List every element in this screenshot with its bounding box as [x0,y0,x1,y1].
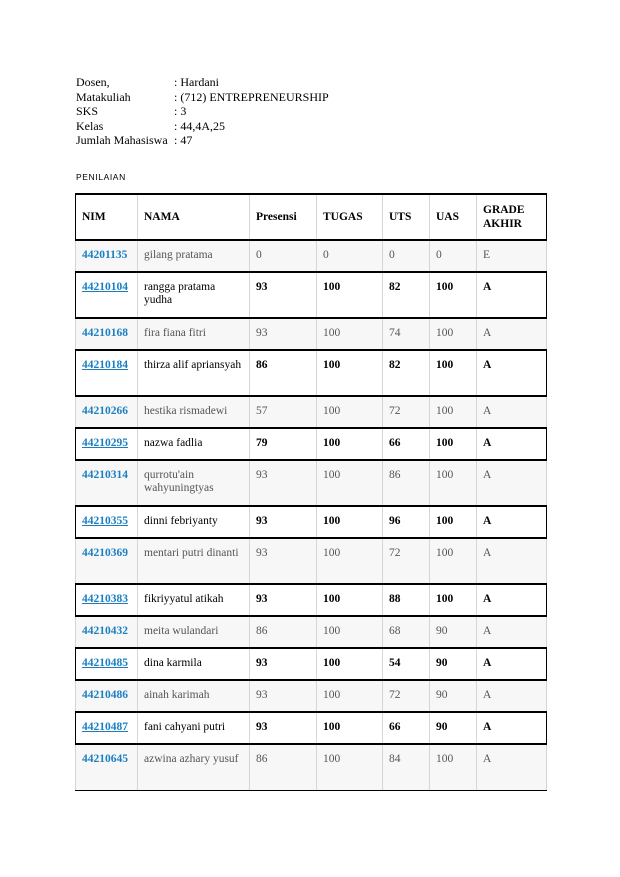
cell-tugas: 100 [317,616,383,648]
header-nama: NAMA [138,194,250,240]
cell-grade: A [477,744,547,790]
nim-link[interactable]: 44210487 [82,721,128,733]
cell-presensi: 93 [250,648,317,680]
cell-nama: rangga pratama yudha [138,272,250,318]
cell-tugas: 100 [317,428,383,460]
cell-uas: 90 [430,616,477,648]
cell-uas: 100 [430,318,477,350]
cell-nama: qurrotu'ain wahyuningtyas [138,460,250,506]
info-label: Dosen, [76,75,110,89]
cell-nama: mentari putri dinanti [138,538,250,584]
table-row [76,428,547,460]
nim-link[interactable]: 44210266 [82,405,128,417]
nim-link[interactable]: 44210383 [82,593,128,605]
cell-uts: 82 [383,272,430,318]
cell-nim [76,538,138,584]
table-row [76,616,547,648]
cell-uts: 54 [383,648,430,680]
cell-grade: A [477,506,547,538]
cell-uas: 100 [430,506,477,538]
cell-uts: 66 [383,428,430,460]
cell-tugas: 100 [317,538,383,584]
cell-nama: hestika rismadewi [138,396,250,428]
nim-link[interactable]: 44210369 [82,547,128,559]
cell-nama: fira fiana fitri [138,318,250,350]
cell-grade: A [477,396,547,428]
cell-nama: gilang pratama [138,240,250,272]
nim-link[interactable]: 44210486 [82,689,128,701]
cell-uas: 100 [430,744,477,790]
cell-uts: 0 [383,240,430,272]
cell-presensi: 57 [250,396,317,428]
nim-link[interactable]: 44201135 [82,249,128,261]
info-label: Jumlah Mahasiswa [76,133,168,147]
cell-grade: A [477,428,547,460]
cell-presensi: 93 [250,584,317,616]
table-row [76,460,547,506]
cell-nim [76,680,138,712]
cell-grade: A [477,712,547,744]
course-info [76,75,329,148]
cell-uas: 90 [430,712,477,744]
cell-tugas: 100 [317,460,383,506]
cell-presensi: 0 [250,240,317,272]
cell-nama: fani cahyani putri [138,712,250,744]
nim-link[interactable]: 44210645 [82,753,128,765]
cell-nama: meita wulandari [138,616,250,648]
cell-nama: thirza alif apriansyah [138,350,250,396]
cell-tugas: 100 [317,350,383,396]
cell-uts: 72 [383,538,430,584]
cell-uts: 66 [383,712,430,744]
table-row [76,318,547,350]
nim-link[interactable]: 44210168 [82,327,128,339]
cell-nim [76,712,138,744]
cell-uts: 86 [383,460,430,506]
cell-grade: A [477,538,547,584]
cell-grade: A [477,350,547,396]
table-row [76,506,547,538]
cell-nim [76,744,138,790]
cell-uas: 90 [430,680,477,712]
nim-link[interactable]: 44210485 [82,657,128,669]
cell-nim [76,460,138,506]
nim-link[interactable]: 44210295 [82,437,128,449]
info-value: : 47 [174,133,193,147]
cell-tugas: 100 [317,648,383,680]
cell-uts: 88 [383,584,430,616]
info-row-dosen [76,75,329,90]
cell-presensi: 86 [250,616,317,648]
table-row [76,350,547,396]
section-title: PENILAIAN [76,172,126,182]
table-row [76,272,547,318]
cell-nim [76,350,138,396]
table-row [76,240,547,272]
cell-uas: 100 [430,350,477,396]
header-uas: UAS [430,194,477,240]
cell-presensi: 93 [250,318,317,350]
nim-link[interactable]: 44210314 [82,469,128,481]
cell-grade: A [477,680,547,712]
cell-uas: 100 [430,396,477,428]
cell-tugas: 100 [317,396,383,428]
cell-tugas: 100 [317,712,383,744]
cell-nim [76,428,138,460]
table-header-row [76,194,547,240]
cell-uts: 84 [383,744,430,790]
cell-nim [76,616,138,648]
cell-grade: A [477,616,547,648]
cell-nim [76,648,138,680]
nim-link[interactable]: 44210104 [82,281,128,293]
cell-nama: nazwa fadlia [138,428,250,460]
info-row-jumlah-mahasiswa [76,133,329,148]
cell-presensi: 86 [250,350,317,396]
info-label: Matakuliah [76,89,131,104]
info-row-matakuliah [76,90,329,105]
cell-nama: ainah karimah [138,680,250,712]
info-value: : (712) ENTREPRENEURSHIP [174,89,329,104]
cell-uas: 100 [430,428,477,460]
cell-uts: 68 [383,616,430,648]
table-row [76,712,547,744]
cell-nama: azwina azhary yusuf [138,744,250,790]
cell-nim [76,272,138,318]
nim-link[interactable]: 44210355 [82,515,128,527]
cell-presensi: 79 [250,428,317,460]
cell-tugas: 100 [317,680,383,712]
cell-presensi: 93 [250,460,317,506]
info-label: Kelas [76,118,104,133]
table-row [76,538,547,584]
cell-uas: 0 [430,240,477,272]
cell-uts: 72 [383,396,430,428]
info-row-sks [76,104,329,119]
header-presensi: Presensi [250,194,317,240]
table-row [76,584,547,616]
cell-uas: 100 [430,584,477,616]
cell-nim [76,506,138,538]
cell-uts: 96 [383,506,430,538]
cell-uts: 74 [383,318,430,350]
cell-presensi: 86 [250,744,317,790]
cell-grade: A [477,318,547,350]
info-label: SKS [76,104,99,118]
nim-link[interactable]: 44210432 [82,625,128,637]
cell-tugas: 0 [317,240,383,272]
cell-uas: 100 [430,272,477,318]
cell-tugas: 100 [317,272,383,318]
info-row-kelas [76,119,329,134]
cell-uas: 100 [430,460,477,506]
cell-grade: E [477,240,547,272]
nim-link[interactable]: 44210184 [82,359,128,371]
cell-nama: dinni febriyanty [138,506,250,538]
info-value: : Hardani [174,75,219,89]
cell-nim [76,240,138,272]
cell-nim [76,396,138,428]
cell-uts: 82 [383,350,430,396]
cell-nim [76,318,138,350]
cell-presensi: 93 [250,506,317,538]
table-row [76,680,547,712]
header-uts: UTS [383,194,430,240]
info-value: : 3 [174,104,187,118]
cell-tugas: 100 [317,584,383,616]
table-row [76,744,547,790]
cell-grade: A [477,648,547,680]
cell-uas: 100 [430,538,477,584]
header-tugas: TUGAS [317,194,383,240]
cell-presensi: 93 [250,680,317,712]
cell-presensi: 93 [250,712,317,744]
header-grade-akhir [477,194,547,240]
cell-presensi: 93 [250,538,317,584]
info-value: : 44,4A,25 [174,118,225,133]
cell-nama: fikriyyatul atikah [138,584,250,616]
cell-grade: A [477,272,547,318]
cell-grade: A [477,460,547,506]
cell-tugas: 100 [317,506,383,538]
cell-tugas: 100 [317,318,383,350]
cell-tugas: 100 [317,744,383,790]
cell-uas: 90 [430,648,477,680]
header-grade-akhir-label: GRADE AKHIR [483,204,525,230]
grades-table [75,193,547,791]
header-nim: NIM [76,194,138,240]
table-row [76,648,547,680]
cell-grade: A [477,584,547,616]
cell-presensi: 93 [250,272,317,318]
cell-uts: 72 [383,680,430,712]
cell-nama: dina karmila [138,648,250,680]
cell-nim [76,584,138,616]
table-row [76,396,547,428]
